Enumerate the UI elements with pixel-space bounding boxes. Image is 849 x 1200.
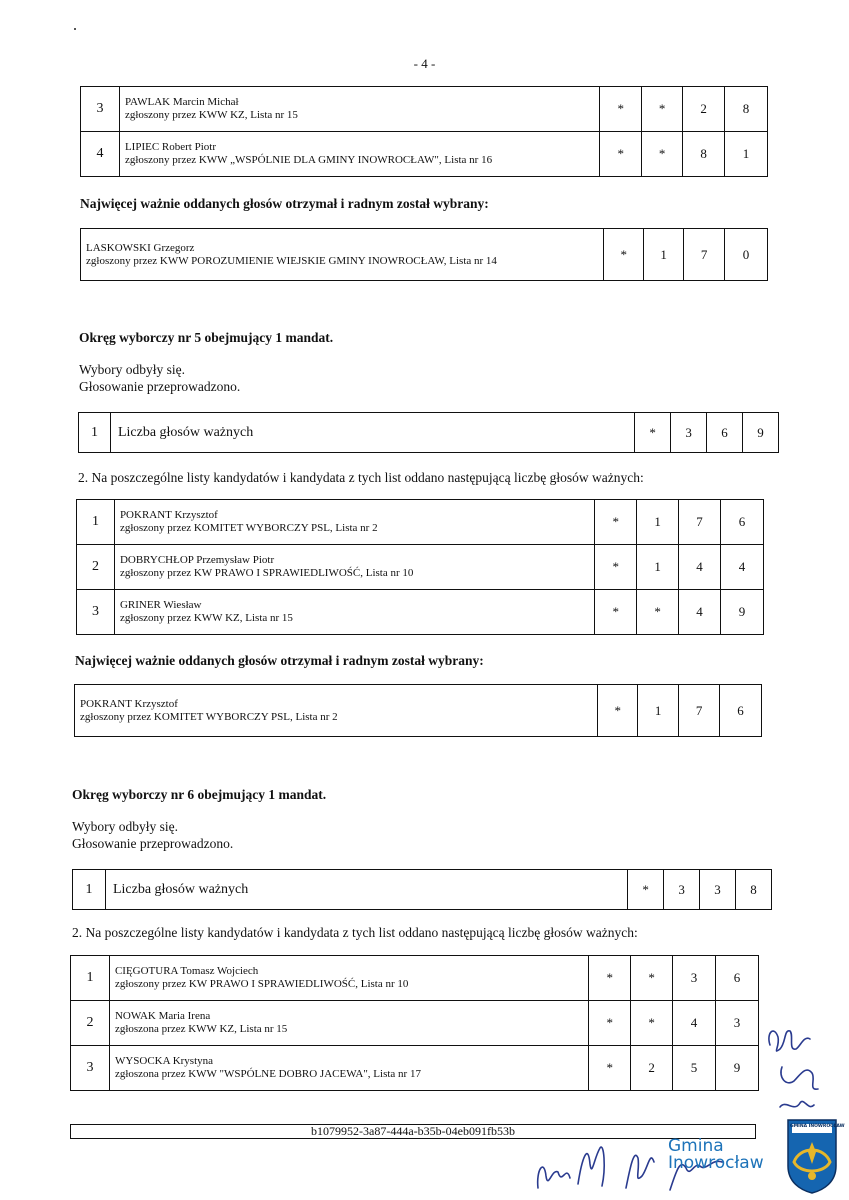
- election-held-text: Wybory odbyły się.: [79, 362, 186, 377]
- crest-badge-text: GMINA INOWROCŁAW: [790, 1124, 845, 1129]
- vote-digit: *: [589, 956, 631, 1001]
- vote-digit: 1: [725, 132, 768, 177]
- candidate-committee: zgłoszony przez KWW KZ, Lista nr 15: [119, 612, 293, 624]
- candidate-number: 3: [71, 1046, 110, 1091]
- vote-digit: *: [589, 1001, 631, 1046]
- candidate-name: GRINER Wiesław: [119, 599, 202, 611]
- candidate-name: POKRANT Krzysztof: [119, 509, 218, 521]
- candidate-committee: zgłoszony przez KWW KZ, Lista nr 15: [124, 109, 298, 121]
- district5-status: [79, 361, 240, 395]
- vote-digit: 7: [679, 500, 721, 545]
- vote-digit: *: [635, 413, 671, 453]
- district5-elected-table: [74, 684, 762, 737]
- candidate-number: 1: [77, 500, 115, 545]
- district5-valid-votes-table: [78, 412, 779, 453]
- vote-digit: *: [600, 87, 642, 132]
- elected-committee: zgłoszony przez KWW POROZUMIENIE WIEJSKIE GMINY INOWROCŁAW, Lista nr 14: [86, 254, 497, 267]
- vote-digit: *: [595, 590, 637, 635]
- vote-digit: 7: [684, 229, 725, 281]
- candidate-cell: [114, 590, 594, 635]
- candidate-name: CIĘGOTURA Tomasz Wojciech: [114, 965, 259, 977]
- district5-heading: Okręg wyborczy nr 5 obejmujący 1 mandat.: [79, 330, 334, 345]
- vote-digit: 2: [683, 87, 725, 132]
- voting-conducted-text: Głosowanie przeprowadzono.: [79, 379, 241, 394]
- candidate-number: 2: [77, 545, 115, 590]
- elected-cell: [81, 229, 604, 281]
- table-row: [75, 685, 762, 737]
- logo-wordmark: [668, 1138, 764, 1172]
- candidate-name: PAWLAK Marcin Michał: [124, 96, 239, 108]
- candidate-cell: [109, 1046, 588, 1091]
- vote-digit: *: [598, 685, 638, 737]
- table-row: [81, 229, 768, 281]
- elected-committee: zgłoszony przez KOMITET WYBORCZY PSL, Lista nr 2: [80, 710, 338, 723]
- candidate-cell: [114, 545, 594, 590]
- candidate-number: 3: [77, 590, 115, 635]
- candidate-committee: zgłoszony przez KOMITET WYBORCZY PSL, Lista nr 2: [119, 522, 378, 534]
- candidate-cell: [119, 87, 599, 132]
- elected-name: LASKOWSKI Grzegorz: [86, 241, 195, 254]
- vote-digit: 3: [700, 870, 736, 910]
- scan-speck: [74, 28, 76, 30]
- vote-digit: *: [628, 870, 664, 910]
- vote-digit: 6: [716, 956, 759, 1001]
- row-number: 1: [73, 870, 106, 910]
- table-row: [71, 1046, 759, 1091]
- district6-candidates-table: [70, 955, 759, 1091]
- vote-digit: 3: [664, 870, 700, 910]
- vote-digit: 2: [631, 1046, 673, 1091]
- candidate-number: 1: [71, 956, 110, 1001]
- vote-digit: 1: [637, 545, 679, 590]
- vote-digit: 4: [679, 590, 721, 635]
- candidate-committee: zgłoszona przez KWW "WSPÓLNE DOBRO JACEWA", Lista nr 17: [114, 1068, 421, 1080]
- voting-conducted-text: Głosowanie przeprowadzono.: [72, 836, 234, 851]
- vote-digit: *: [637, 590, 679, 635]
- candidate-committee: zgłoszony przez KW PRAWO I SPRAWIEDLIWOŚĆ, Lista nr 10: [119, 567, 414, 579]
- candidate-number: 2: [71, 1001, 110, 1046]
- table-row: [71, 1001, 759, 1046]
- vote-digit: 4: [679, 545, 721, 590]
- candidate-name: LIPIEC Robert Piotr: [124, 141, 216, 153]
- table-row: [77, 590, 764, 635]
- vote-digit: *: [631, 956, 673, 1001]
- district6-valid-votes-table: [72, 869, 772, 910]
- page-number: - 4 -: [413, 56, 436, 71]
- district5-lists-heading: 2. Na poszczególne listy kandydatów i kandydata z tych list oddano następującą liczbę głosów ważnych:: [78, 470, 644, 485]
- district6-status: [72, 818, 233, 852]
- candidate-number: 3: [81, 87, 120, 132]
- table-row: [73, 870, 772, 910]
- candidate-cell: [119, 132, 599, 177]
- district4-candidates-table: [80, 86, 768, 177]
- candidate-committee: zgłoszony przez KW PRAWO I SPRAWIEDLIWOŚĆ, Lista nr 10: [114, 978, 409, 990]
- district5-elected-heading: Najwięcej ważnie oddanych głosów otrzymał i radnym został wybrany:: [75, 653, 484, 668]
- vote-digit: 0: [725, 229, 768, 281]
- vote-digit: 6: [707, 413, 743, 453]
- candidate-committee: zgłoszona przez KWW KZ, Lista nr 15: [114, 1023, 288, 1035]
- candidate-cell: [109, 956, 588, 1001]
- table-row: [77, 500, 764, 545]
- candidate-name: WYSOCKA Krystyna: [114, 1055, 214, 1067]
- candidate-cell: [109, 1001, 588, 1046]
- vote-digit: *: [642, 132, 683, 177]
- document-id-footer: b1079952-3a87-444a-b35b-04eb091fb53b: [70, 1124, 756, 1139]
- vote-digit: 3: [673, 956, 716, 1001]
- vote-digit: 4: [673, 1001, 716, 1046]
- vote-digit: *: [595, 500, 637, 545]
- vote-digit: *: [600, 132, 642, 177]
- valid-votes-label: Liczba głosów ważnych: [110, 413, 634, 453]
- table-row: [79, 413, 779, 453]
- district5-candidates-table: [76, 499, 764, 635]
- district4-elected-heading: Najwięcej ważnie oddanych głosów otrzymał i radnym został wybrany:: [80, 196, 489, 211]
- vote-digit: *: [631, 1001, 673, 1046]
- elected-name: POKRANT Krzysztof: [80, 697, 178, 710]
- row-number: 1: [79, 413, 111, 453]
- candidate-name: NOWAK Maria Irena: [114, 1010, 211, 1022]
- vote-digit: 3: [671, 413, 707, 453]
- vote-digit: *: [595, 545, 637, 590]
- vote-digit: 5: [673, 1046, 716, 1091]
- candidate-committee: zgłoszony przez KWW „WSPÓLNIE DLA GMINY INOWROCŁAW", Lista nr 16: [124, 154, 493, 166]
- candidate-number: 4: [81, 132, 120, 177]
- vote-digit: 1: [644, 229, 684, 281]
- vote-digit: 6: [721, 500, 764, 545]
- vote-digit: 9: [716, 1046, 759, 1091]
- district4-elected-table: [80, 228, 768, 281]
- elected-cell: [75, 685, 598, 737]
- table-row: [81, 87, 768, 132]
- vote-digit: *: [642, 87, 683, 132]
- vote-digit: 3: [716, 1001, 759, 1046]
- vote-digit: 1: [637, 500, 679, 545]
- vote-digit: *: [589, 1046, 631, 1091]
- logo-line-inowroclaw: Inowrocław: [668, 1153, 764, 1173]
- vote-digit: 8: [683, 132, 725, 177]
- vote-digit: 7: [679, 685, 720, 737]
- vote-digit: 6: [720, 685, 762, 737]
- candidate-name: DOBRYCHŁOP Przemysław Piotr: [119, 554, 275, 566]
- district6-heading: Okręg wyborczy nr 6 obejmujący 1 mandat.: [72, 787, 327, 802]
- valid-votes-label: Liczba głosów ważnych: [105, 870, 627, 910]
- vote-digit: 9: [742, 413, 778, 453]
- vote-digit: 4: [721, 545, 764, 590]
- district6-lists-heading: 2. Na poszczególne listy kandydatów i kandydata z tych list oddano następującą liczbę głosów ważnych:: [72, 925, 638, 940]
- logo-line-gmina: Gmina: [668, 1136, 724, 1156]
- vote-digit: 9: [721, 590, 764, 635]
- vote-digit: 8: [725, 87, 768, 132]
- vote-digit: 1: [638, 685, 679, 737]
- table-row: [77, 545, 764, 590]
- election-held-text: Wybory odbyły się.: [72, 819, 179, 834]
- table-row: [81, 132, 768, 177]
- signature-initials: [760, 1015, 830, 1125]
- vote-digit: *: [604, 229, 644, 281]
- vote-digit: 8: [735, 870, 771, 910]
- table-row: [71, 956, 759, 1001]
- candidate-cell: [114, 500, 594, 545]
